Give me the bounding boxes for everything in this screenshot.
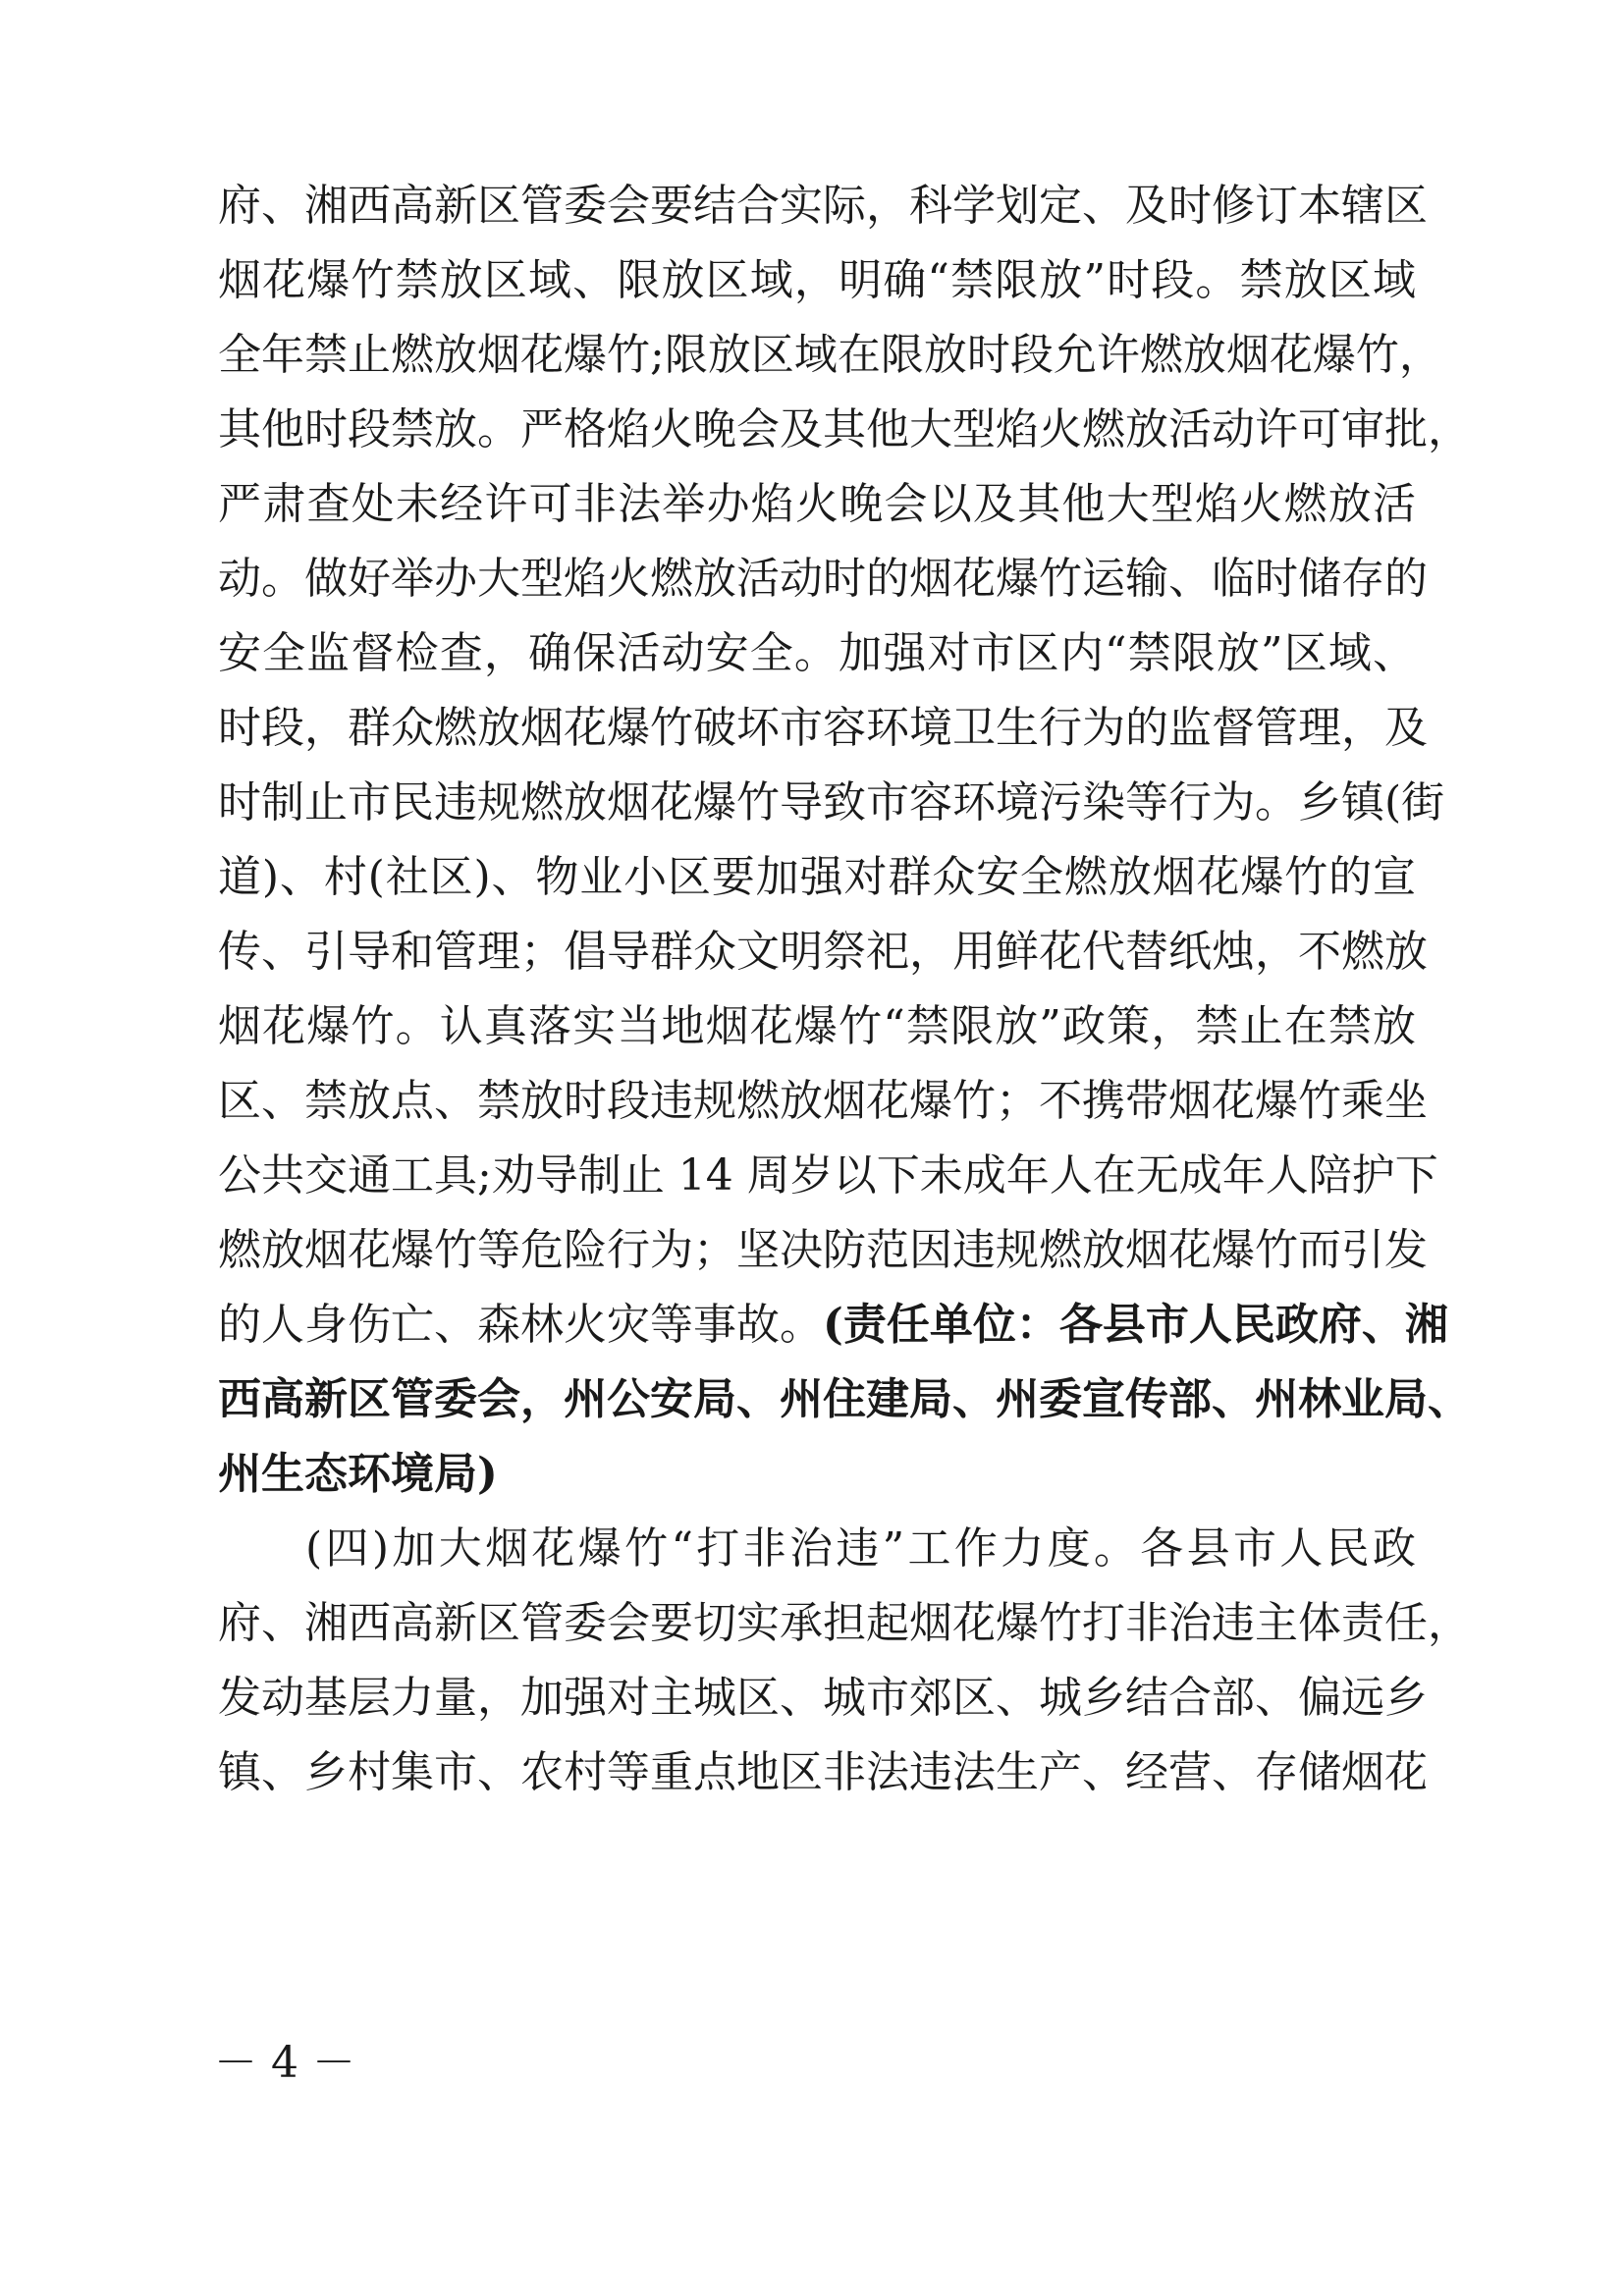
body-text-line: 府、湘西高新区管委会要结合实际，科学划定、及时修订本辖区 [218, 181, 1428, 231]
body-text-line: 时段，群众燃放烟花爆竹破坏市容环境卫生行为的监督管理，及 [218, 703, 1428, 753]
responsible-units-line: 州生态环境局) [218, 1449, 498, 1499]
responsible-units-label: (责任单位：各县市人民政府、湘 [823, 1300, 1448, 1350]
body-text-line: 区、禁放点、禁放时段违规燃放烟花爆竹；不携带烟花爆竹乘坐 [218, 1076, 1428, 1126]
body-text-line: 公共交通工具;劝导制止 14 周岁以下未成年人在无成年人陪护下 [218, 1150, 1438, 1201]
body-text-line: 燃放烟花爆竹等危险行为；坚决防范因违规燃放烟花爆竹而引发 [218, 1225, 1428, 1275]
body-text-line: 道)、村(社区)、物业小区要加强对群众安全燃放烟花爆竹的宣 [218, 852, 1416, 902]
body-text-line: 动。做好举办大型焰火燃放活动时的烟花爆竹运输、临时储存的 [218, 554, 1428, 604]
body-text-line: 安全监督检查，确保活动安全。加强对市区内“禁限放”区域、 [218, 628, 1416, 678]
responsible-units-line: 西高新区管委会，州公安局、州住建局、州委宣传部、州林业局、 [218, 1374, 1471, 1424]
body-text-segment: 的人身伤亡、森林火灾等事故。 [218, 1300, 823, 1350]
body-text-line: 烟花爆竹。认真落实当地烟花爆竹“禁限放”政策，禁止在禁放 [218, 1001, 1416, 1051]
body-text-line: 烟花爆竹禁放区域、限放区域，明确“禁限放”时段。禁放区域 [218, 255, 1416, 305]
body-text-line: 时制止市民违规燃放烟花爆竹导致市容环境污染等行为。乡镇(街 [218, 777, 1445, 828]
body-text-line-mixed [218, 1286, 1448, 1364]
body-text-line: 其他时段禁放。严格焰火晚会及其他大型焰火燃放活动许可审批， [218, 404, 1471, 454]
body-text-line: 严肃查处未经许可非法举办焰火晚会以及其他大型焰火燃放活 [218, 479, 1416, 529]
body-text-line: 府、湘西高新区管委会要切实承担起烟花爆竹打非治违主体责任， [218, 1598, 1471, 1648]
body-text-line: 发动基层力量，加强对主城区、城市郊区、城乡结合部、偏远乡 [218, 1673, 1428, 1723]
body-text-line: 镇、乡村集市、农村等重点地区非法违法生产、经营、存储烟花 [218, 1747, 1428, 1797]
body-text-line: 传、引导和管理；倡导群众文明祭祀，用鲜花代替纸烛，不燃放 [218, 927, 1428, 977]
section-heading-line: (四)加大烟花爆竹“打非治违”工作力度。各县市人民政 [305, 1523, 1416, 1574]
page-number: － 4 － [214, 2038, 355, 2088]
body-text-line: 全年禁止燃放烟花爆竹;限放区域在限放时段允许燃放烟花爆竹， [218, 330, 1442, 380]
